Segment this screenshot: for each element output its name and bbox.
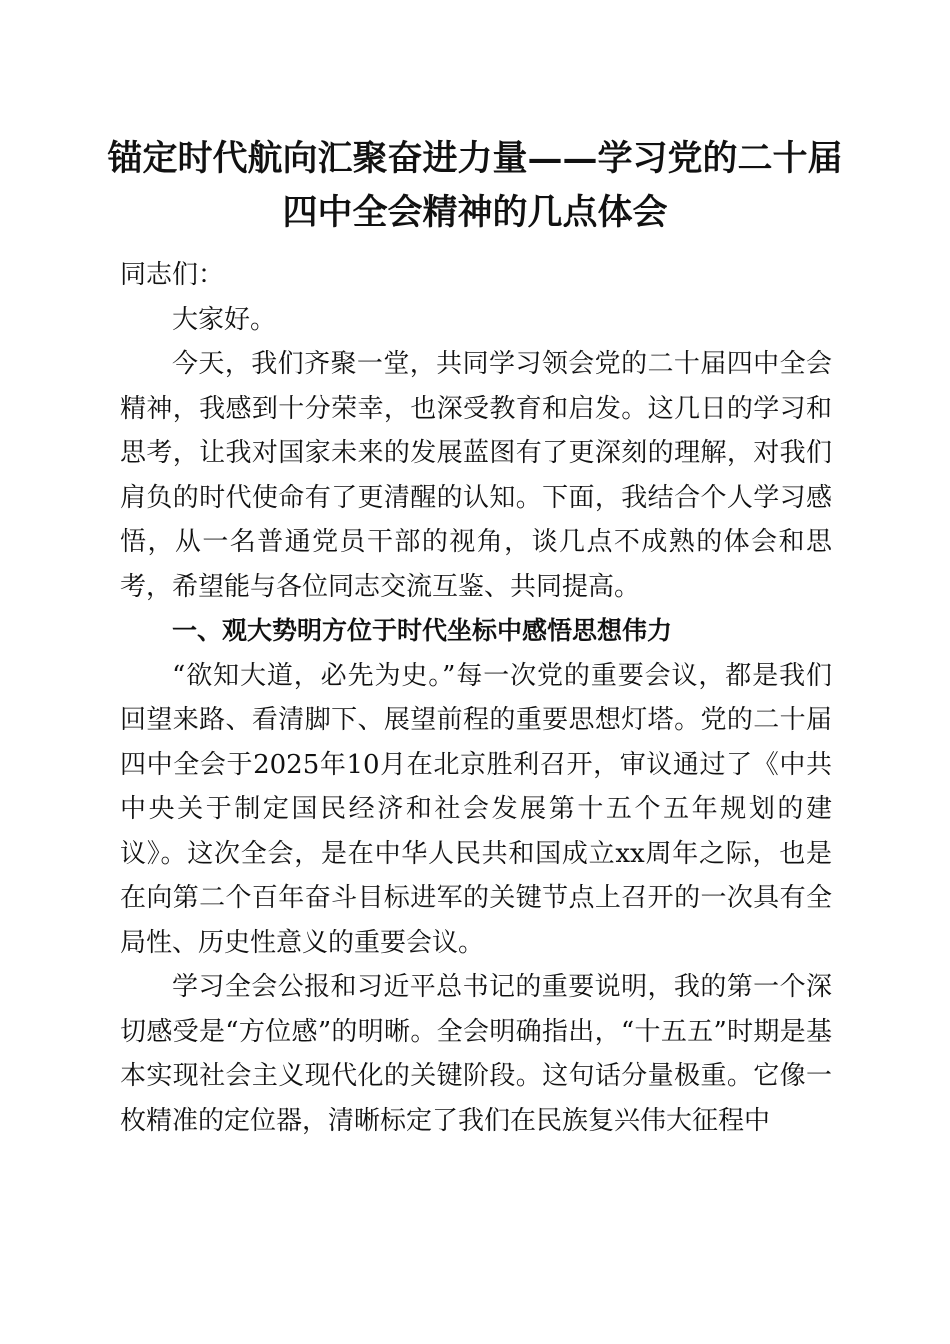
section-paragraph: 学习全会公报和习近平总书记的重要说明，我的第一个深切感受是“方位感”的明晰。全会明确指出，“十五五”时期是基本实现社会主义现代化的关键阶段。这句话分量极重。它像一枚精准的定位器，清晰标定了我们在民族复兴伟大征程中 — [120, 972, 832, 1136]
document-body — [120, 253, 832, 1143]
section-heading: 一、观大势明方位于时代坐标中感悟思想伟力 — [172, 616, 673, 645]
document-title: 锚定时代航向汇聚奋进力量——学习党的二十届四中全会精神的几点体会 — [107, 138, 843, 233]
salutation: 同志们： — [120, 260, 225, 290]
section-paragraph: “欲知大道，必先为史。”每一次党的重要会议，都是我们回望来路、看清脚下、展望前程的重要思想灯塔。党的二十届四中全会于2025年10月在北京胜利召开，审议通过了《中共中央关于制定国民经济和社会发展第十五个五年规划的建议》。这次全会，是在中华人民共和国成立xx周年之际，也是在向第二个百年奋斗目标进军的关键节点上召开的一次具有全局性、历史性意义的重要会议。 — [120, 660, 832, 958]
greeting: 大家好。 — [172, 304, 277, 335]
intro-paragraph: 今天，我们齐聚一堂，共同学习领会党的二十届四中全会精神，我感到十分荣幸，也深受教育和启发。这几日的学习和思考，让我对国家未来的发展蓝图有了更深刻的理解，对我们肩负的时代使命有了更清醒的认知。下面，我结合个人学习感悟，从一名普通党员干部的视角，谈几点不成熟的体会和思考，希望能与各位同志交流互鉴、共同提高。 — [120, 349, 832, 602]
